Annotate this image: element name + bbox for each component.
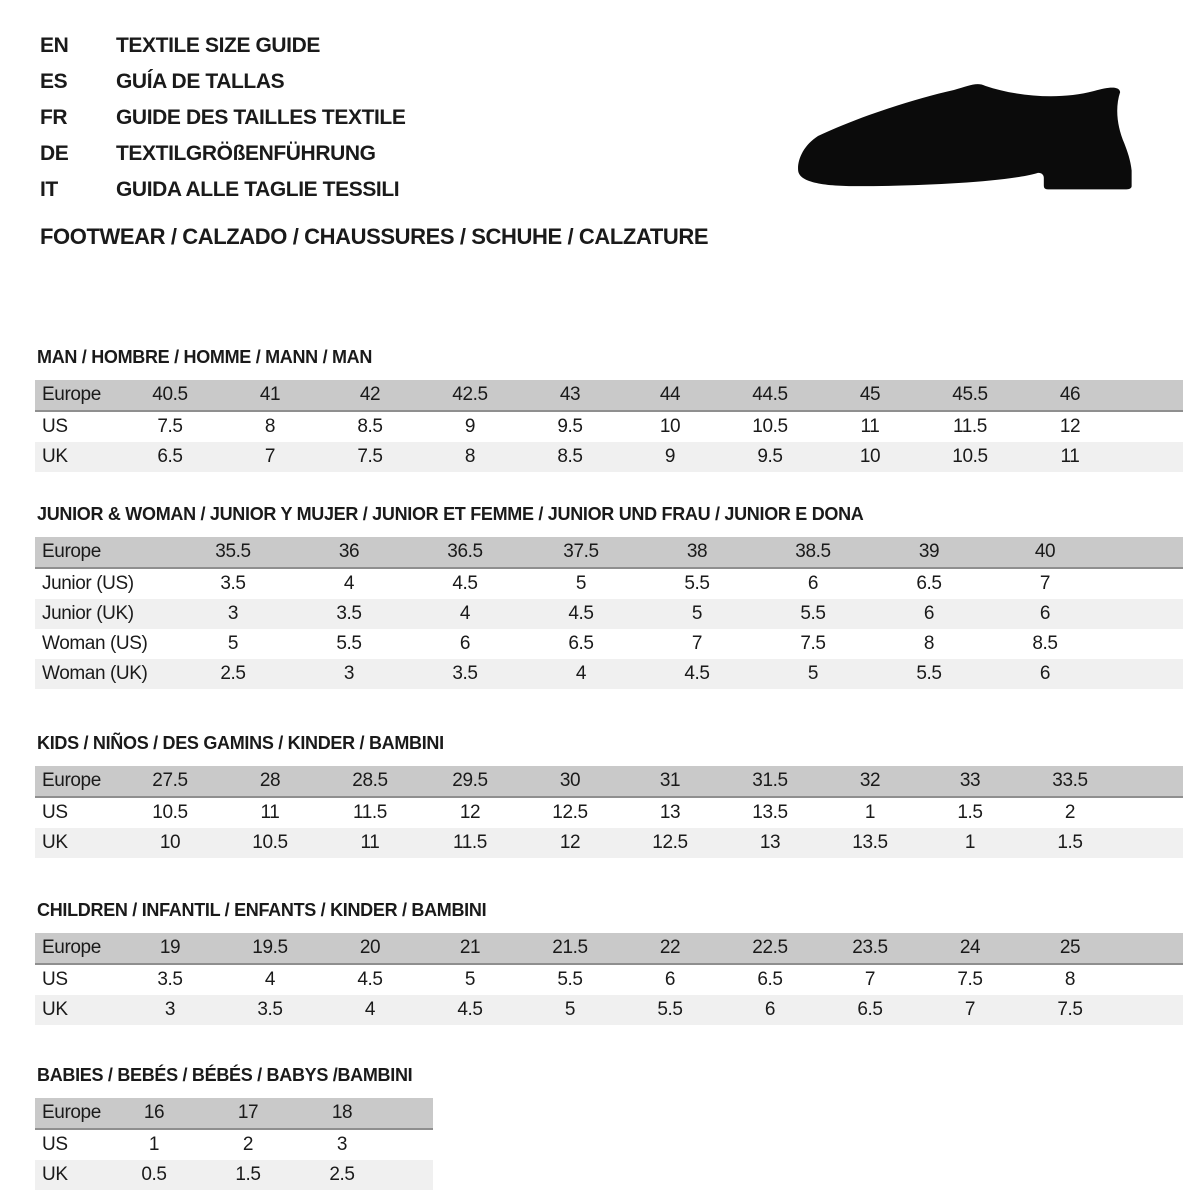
- size-cell: 9: [464, 416, 476, 437]
- size-cell: 16: [143, 1102, 165, 1123]
- size-cell: 1.5: [1057, 832, 1083, 853]
- size-cell: 7: [691, 633, 703, 654]
- size-cell: 45: [859, 384, 881, 405]
- language-code: DE: [40, 142, 69, 165]
- row-label: US: [42, 1134, 68, 1155]
- table-row: [35, 568, 1183, 599]
- size-cell: 23.5: [852, 937, 888, 958]
- table-row: [35, 629, 1183, 659]
- size-cell: 10.5: [952, 446, 988, 467]
- size-cell: 12: [459, 802, 481, 823]
- size-cell: 5: [575, 573, 587, 594]
- size-cell: 7.5: [357, 446, 383, 467]
- language-row: [40, 142, 405, 178]
- spacer-cell: [1103, 599, 1183, 629]
- size-cell: 35.5: [215, 541, 251, 562]
- spacer-cell: [1120, 766, 1183, 797]
- size-section-babies: [35, 1065, 1183, 1190]
- size-cell: 2.5: [220, 663, 246, 684]
- size-section-man: [35, 347, 1183, 472]
- row-label: Europe: [42, 770, 101, 791]
- size-cell: 5: [691, 603, 703, 624]
- size-cell: 7: [964, 999, 976, 1020]
- size-cell: 10.5: [252, 832, 288, 853]
- size-cell: 3.5: [452, 663, 478, 684]
- size-cell: 5.5: [916, 663, 942, 684]
- size-cell: 12.5: [552, 802, 588, 823]
- size-cell: 40.5: [152, 384, 188, 405]
- row-label: Woman (UK): [42, 663, 148, 684]
- spacer-cell: [1120, 933, 1183, 964]
- size-cell: 44.5: [752, 384, 788, 405]
- language-row: [40, 178, 405, 214]
- size-cell: 11.5: [453, 832, 487, 853]
- size-cell: 8: [1064, 969, 1076, 990]
- size-section-children: [35, 900, 1183, 1025]
- size-cell: 11: [360, 832, 380, 853]
- table-row: [35, 659, 1183, 689]
- size-cell: 1: [864, 802, 876, 823]
- size-cell: 33: [959, 770, 981, 791]
- spacer-cell: [1103, 568, 1183, 599]
- size-cell: 10.5: [752, 416, 788, 437]
- size-cell: 7.5: [1057, 999, 1083, 1020]
- table-row: [35, 964, 1183, 995]
- size-cell: 42: [359, 384, 381, 405]
- size-cell: 5: [564, 999, 576, 1020]
- size-cell: 21.5: [552, 937, 588, 958]
- size-cell: 3.5: [220, 573, 246, 594]
- size-cell: 4: [575, 663, 587, 684]
- size-cell: 6: [807, 573, 819, 594]
- size-cell: 1.5: [957, 802, 983, 823]
- size-cell: 2: [1064, 802, 1076, 823]
- table-row: [35, 766, 1183, 797]
- spacer-cell: [1120, 380, 1183, 411]
- spacer-cell: [1103, 537, 1183, 568]
- size-cell: 17: [237, 1102, 259, 1123]
- size-cell: 4.5: [457, 999, 483, 1020]
- size-cell: 6.5: [757, 969, 783, 990]
- size-section-title: CHILDREN / INFANTIL / ENFANTS / KINDER / BAMBINI: [37, 900, 487, 920]
- size-cell: 2.5: [329, 1164, 355, 1185]
- size-table-babies: [35, 1098, 433, 1190]
- size-cell: 40: [1034, 541, 1056, 562]
- language-title: GUÍA DE TALLAS: [116, 70, 285, 93]
- size-cell: 5.5: [557, 969, 583, 990]
- size-cell: 6: [664, 969, 676, 990]
- size-cell: 4.5: [357, 969, 383, 990]
- size-cell: 7.5: [800, 633, 826, 654]
- size-cell: 12: [1059, 416, 1081, 437]
- table-row: [35, 1098, 433, 1129]
- table-row: [35, 537, 1183, 568]
- size-cell: 25: [1059, 937, 1081, 958]
- row-label: Europe: [42, 1102, 101, 1123]
- size-table-junior-woman: [35, 537, 1183, 689]
- size-cell: 3.5: [157, 969, 183, 990]
- row-label: UK: [42, 1164, 68, 1185]
- size-cell: 5: [227, 633, 239, 654]
- size-cell: 6: [1039, 663, 1051, 684]
- size-cell: 13.5: [852, 832, 888, 853]
- language-title: GUIDA ALLE TAGLIE TESSILI: [116, 178, 400, 201]
- size-cell: 18: [331, 1102, 353, 1123]
- language-code: IT: [40, 178, 58, 201]
- size-cell: 7.5: [157, 416, 183, 437]
- size-cell: 3.5: [257, 999, 283, 1020]
- size-cell: 6.5: [568, 633, 594, 654]
- size-section-title: JUNIOR & WOMAN / JUNIOR Y MUJER / JUNIOR ET FEMME / JUNIOR UND FRAU / JUNIOR E DONA: [37, 504, 864, 524]
- size-cell: 10.5: [152, 802, 188, 823]
- row-label: Europe: [42, 541, 101, 562]
- size-cell: 3.5: [336, 603, 362, 624]
- size-cell: 4: [364, 999, 376, 1020]
- language-title: TEXTILGRÖßENFÜHRUNG: [116, 142, 376, 165]
- size-cell: 27.5: [152, 770, 188, 791]
- table-row: [35, 995, 1183, 1025]
- category-title: FOOTWEAR / CALZADO / CHAUSSURES / SCHUHE / CALZATURE: [40, 224, 709, 249]
- size-cell: 7: [264, 446, 276, 467]
- size-cell: 39: [918, 541, 940, 562]
- size-cell: 4: [343, 573, 355, 594]
- spacer-cell: [389, 1098, 433, 1129]
- size-cell: 13: [659, 802, 681, 823]
- spacer-cell: [389, 1160, 433, 1190]
- row-label: Europe: [42, 937, 101, 958]
- size-cell: 10: [159, 832, 181, 853]
- table-row: [35, 797, 1183, 828]
- spacer-cell: [1120, 995, 1183, 1025]
- language-row: [40, 106, 405, 142]
- spacer-cell: [1120, 411, 1183, 442]
- row-label: UK: [42, 832, 68, 853]
- size-cell: 5.5: [684, 573, 710, 594]
- size-cell: 5.5: [336, 633, 362, 654]
- size-cell: 9.5: [557, 416, 583, 437]
- size-cell: 4.5: [684, 663, 710, 684]
- table-row: [35, 933, 1183, 964]
- language-title: TEXTILE SIZE GUIDE: [116, 34, 320, 57]
- size-cell: 11.5: [953, 416, 987, 437]
- size-cell: 1: [148, 1134, 160, 1155]
- table-row: [35, 442, 1183, 472]
- size-cell: 7: [1039, 573, 1051, 594]
- size-cell: 1.5: [235, 1164, 261, 1185]
- row-label: Junior (US): [42, 573, 134, 594]
- size-table-kids: [35, 766, 1183, 858]
- size-cell: 28: [259, 770, 281, 791]
- size-cell: 8.5: [557, 446, 583, 467]
- language-row: [40, 34, 405, 70]
- row-label: Woman (US): [42, 633, 148, 654]
- size-cell: 11.5: [353, 802, 387, 823]
- size-cell: 38: [686, 541, 708, 562]
- row-label: Europe: [42, 384, 101, 405]
- table-row: [35, 380, 1183, 411]
- size-section-title: BABIES / BEBÉS / BÉBÉS / BABYS /BAMBINI: [37, 1065, 413, 1085]
- row-label: US: [42, 416, 68, 437]
- table-row: [35, 828, 1183, 858]
- size-cell: 46: [1059, 384, 1081, 405]
- size-cell: 8: [464, 446, 476, 467]
- size-cell: 0.5: [141, 1164, 167, 1185]
- row-label: US: [42, 969, 68, 990]
- row-label: US: [42, 802, 68, 823]
- spacer-cell: [1120, 797, 1183, 828]
- size-cell: 38.5: [795, 541, 831, 562]
- table-row: [35, 1160, 433, 1190]
- size-cell: 4.5: [568, 603, 594, 624]
- size-cell: 11: [1060, 446, 1080, 467]
- size-cell: 37.5: [563, 541, 599, 562]
- size-section-title: KIDS / NIÑOS / DES GAMINS / KINDER / BAMBINI: [37, 733, 444, 753]
- size-cell: 5: [464, 969, 476, 990]
- size-cell: 31: [659, 770, 681, 791]
- language-row: [40, 70, 405, 106]
- spacer-cell: [1120, 442, 1183, 472]
- size-cell: 5.5: [657, 999, 683, 1020]
- size-cell: 11: [260, 802, 280, 823]
- size-cell: 24: [959, 937, 981, 958]
- size-cell: 4: [459, 603, 471, 624]
- size-cell: 12.5: [652, 832, 688, 853]
- size-cell: 3: [227, 603, 239, 624]
- size-cell: 28.5: [352, 770, 388, 791]
- size-table-man: [35, 380, 1183, 472]
- size-cell: 6.5: [157, 446, 183, 467]
- size-cell: 22: [659, 937, 681, 958]
- language-code: EN: [40, 34, 69, 57]
- size-cell: 42.5: [452, 384, 488, 405]
- size-cell: 9: [664, 446, 676, 467]
- row-label: Junior (UK): [42, 603, 134, 624]
- size-cell: 36.5: [447, 541, 483, 562]
- size-cell: 12: [559, 832, 581, 853]
- row-label: UK: [42, 446, 68, 467]
- size-cell: 13.5: [752, 802, 788, 823]
- size-cell: 8.5: [1032, 633, 1058, 654]
- size-cell: 13: [759, 832, 781, 853]
- spacer-cell: [389, 1129, 433, 1160]
- size-cell: 11: [860, 416, 880, 437]
- size-cell: 3: [336, 1134, 348, 1155]
- size-table-children: [35, 933, 1183, 1025]
- size-cell: 19.5: [252, 937, 288, 958]
- size-cell: 41: [259, 384, 281, 405]
- size-cell: 8: [264, 416, 276, 437]
- spacer-cell: [1120, 964, 1183, 995]
- size-cell: 45.5: [952, 384, 988, 405]
- row-label: UK: [42, 999, 68, 1020]
- size-cell: 33.5: [1052, 770, 1088, 791]
- language-code: ES: [40, 70, 68, 93]
- size-cell: 4.5: [452, 573, 478, 594]
- size-section-kids: [35, 733, 1183, 858]
- size-cell: 9.5: [757, 446, 783, 467]
- size-cell: 6: [1039, 603, 1051, 624]
- dress-shoe-icon-path: [798, 84, 1132, 189]
- spacer-cell: [1103, 659, 1183, 689]
- size-cell: 6.5: [857, 999, 883, 1020]
- size-cell: 2: [242, 1134, 254, 1155]
- size-cell: 30: [559, 770, 581, 791]
- size-cell: 10: [859, 446, 881, 467]
- size-cell: 31.5: [752, 770, 788, 791]
- size-cell: 5.5: [800, 603, 826, 624]
- size-section-title: MAN / HOMBRE / HOMME / MANN / MAN: [37, 347, 373, 367]
- language-code: FR: [40, 106, 68, 129]
- size-cell: 36: [338, 541, 360, 562]
- size-cell: 4: [264, 969, 276, 990]
- language-title: GUIDE DES TAILLES TEXTILE: [116, 106, 406, 129]
- size-cell: 21: [459, 937, 481, 958]
- dress-shoe-icon: [795, 62, 1140, 210]
- size-cell: 32: [859, 770, 881, 791]
- size-cell: 6: [923, 603, 935, 624]
- size-cell: 19: [159, 937, 181, 958]
- size-cell: 10: [659, 416, 681, 437]
- table-row: [35, 1129, 433, 1160]
- size-cell: 8.5: [357, 416, 383, 437]
- size-cell: 6.5: [916, 573, 942, 594]
- size-cell: 8: [923, 633, 935, 654]
- language-title-block: [40, 34, 405, 214]
- size-cell: 43: [559, 384, 581, 405]
- size-cell: 3: [343, 663, 355, 684]
- size-cell: 44: [659, 384, 681, 405]
- spacer-cell: [1120, 828, 1183, 858]
- table-row: [35, 599, 1183, 629]
- size-cell: 5: [807, 663, 819, 684]
- size-tables: [35, 347, 1183, 1190]
- size-section-junior-woman: [35, 504, 1183, 689]
- size-cell: 20: [359, 937, 381, 958]
- size-cell: 7.5: [957, 969, 983, 990]
- size-cell: 7: [864, 969, 876, 990]
- size-cell: 3: [164, 999, 176, 1020]
- size-cell: 29.5: [452, 770, 488, 791]
- size-cell: 1: [964, 832, 976, 853]
- size-cell: 6: [459, 633, 471, 654]
- size-cell: 22.5: [752, 937, 788, 958]
- spacer-cell: [1103, 629, 1183, 659]
- size-cell: 6: [764, 999, 776, 1020]
- table-row: [35, 411, 1183, 442]
